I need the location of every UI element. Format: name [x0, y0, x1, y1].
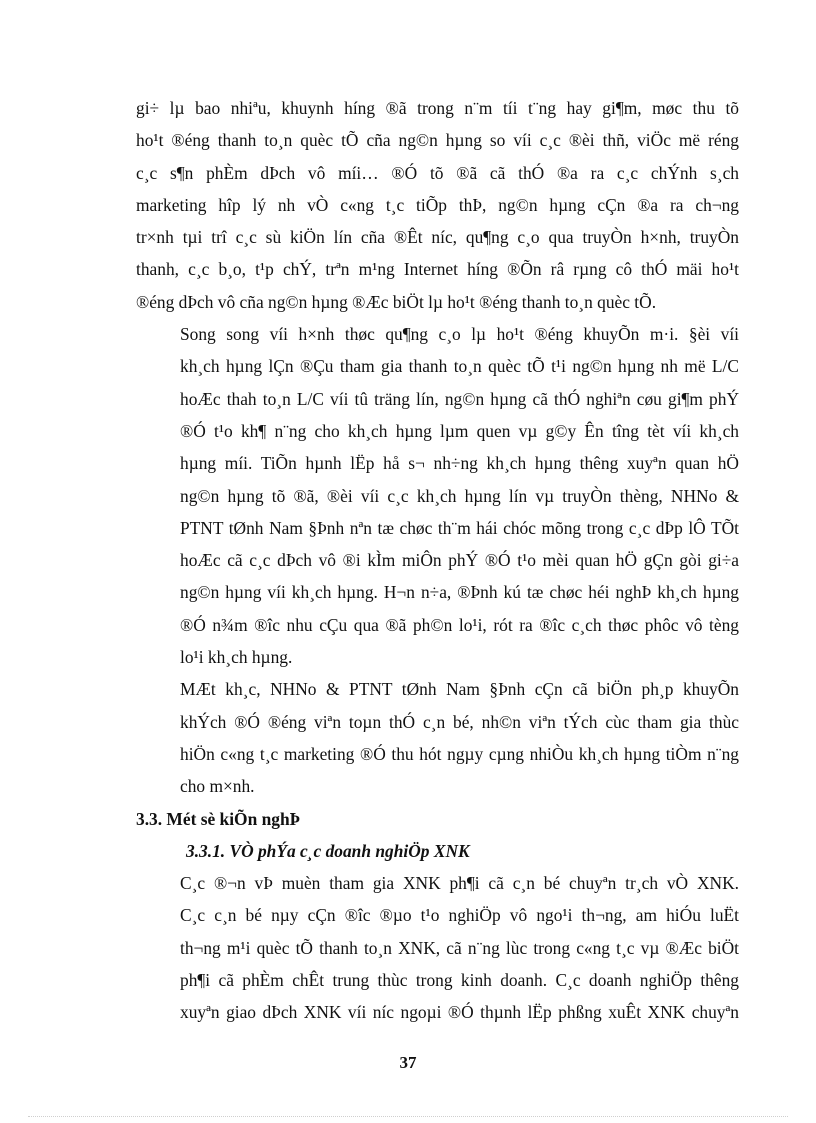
text-line: gi÷ lµ bao nhiªu, khuynh híng ®ã trong n¨m tíi t¨ng hay gi¶m, møc thu tõ — [136, 98, 739, 118]
paragraph-marketing-programs — [136, 92, 739, 318]
text-line: PTNT tØnh Nam §Þnh nªn tæ chøc th¨m hái chóc mõng trong c¸c dÞp lÔ TÕt — [180, 517, 739, 538]
text-line: ng©n hµng víi kh¸ch hµng. H¬n n÷a, ®Þnh kú tæ chøc héi nghÞ kh¸ch hµng — [180, 582, 739, 603]
text-line: Song song víi h×nh thøc qu¶ng c¸o lµ ho¹t ®éng khuyÕn m·i. §èi víi — [180, 324, 739, 345]
text-line: MÆt kh¸c, NHNo & PTNT tØnh Nam §Þnh cÇn cã biÖn ph¸p khuyÕn — [180, 679, 739, 700]
text-line: marketing hîp lý nh vÒ c«ng t¸c tiÕp thÞ, ng©n hµng cÇn ®a ra ch¬ng — [136, 194, 739, 215]
text-line: ho¹t ®éng thanh to¸n quèc tÕ cña ng©n hµng so víi c¸c ®èi thñ, viÖc më réng — [136, 130, 739, 151]
document-body — [136, 92, 739, 1029]
paragraph-enterprises — [136, 867, 739, 1028]
text-line: lo¹i kh¸ch hµng. — [180, 647, 293, 668]
text-line: hiÖn c«ng t¸c marketing ®Ó thu hót ngµy cµng nhiÒu kh¸ch hµng tiÒm n¨ng — [180, 743, 739, 764]
text-line: ®éng dÞch vô cña ng©n hµng ®Æc biÖt lµ ho¹t ®éng thanh to¸n quèc tÕ. — [136, 291, 657, 312]
text-line: C¸c ®¬n vÞ muèn tham gia XNK ph¶i cã c¸n bé chuyªn tr¸ch vÒ XNK. — [180, 873, 739, 894]
text-line: ®Ó n¾m ®îc nhu cÇu qua ®ã ph©n lo¹i, rót ra ®îc c¸ch thøc phôc vô tèng — [180, 614, 739, 635]
page-number: 37 — [399, 1053, 417, 1072]
text-line: ®Ó t¹o kh¶ n¨ng cho kh¸ch hµng lµm quen vµ g©y Ên tîng tèt víi kh¸ch — [180, 420, 739, 441]
section-heading: 3.3. Mét sè kiÕn nghÞ — [136, 808, 301, 829]
text-line: kh¸ch hµng lÇn ®Çu tham gia thanh to¸n quèc tÕ t¹i ng©n hµng nh më L/C — [180, 356, 739, 377]
text-line: hµng míi. TiÕn hµnh lËp hå s¬ nh÷ng kh¸ch hµng thêng xuyªn quan hÖ — [180, 453, 739, 474]
subsection-heading: 3.3.1. VÒ phÝa c¸c doanh nghiÖp XNK — [186, 840, 470, 861]
text-line: thanh, c¸c b¸o, t¹p chÝ, trªn m¹ng Internet híng ®Õn râ rµng cô thÓ mäi ho¹t — [136, 259, 739, 280]
paragraph-staff-incentives — [136, 673, 739, 802]
text-line: C¸c c¸n bé nµy cÇn ®îc ®µo t¹o nghiÖp vô ngo¹i th¬ng, am hiÓu luËt — [180, 905, 739, 926]
paragraph-promotions — [136, 318, 739, 673]
text-line: xuyªn giao dÞch XNK víi níc ngoµi ®Ó thµnh lËp phßng xuÊt XNK chuyªn — [180, 1002, 739, 1023]
text-line: hoÆc thah to¸n L/C víi tû träng lín, ng©n hµng cã thÓ nghiªn cøu gi¶m phÝ — [180, 388, 739, 409]
text-line: th¬ng m¹i quèc tÕ thanh to¸n XNK, cã n¨ng lùc trong c«ng t¸c vµ ®Æc biÖt — [180, 937, 739, 958]
text-line: c¸c s¶n phÈm dÞch vô míi… ®Ó tõ ®ã cã thÓ ®a ra c¸c chÝnh s¸ch — [136, 162, 739, 183]
text-line: cho m×nh. — [180, 776, 255, 797]
text-line: khÝch ®Ó ®éng viªn toµn thÓ c¸n bé, nh©n viªn tÝch cùc tham gia thùc — [180, 711, 739, 732]
text-line: tr×nh tµi trî c¸c sù kiÖn lín cña ®Êt níc, qu¶ng c¸o qua truyÒn h×nh, truyÒn — [136, 227, 739, 248]
text-line: hoÆc cã c¸c dÞch vô ®i kÌm miÔn phÝ ®Ó t¹o mèi quan hÖ gÇn gòi gi÷a — [180, 550, 739, 571]
text-line: ph¶i cã phÈm chÊt trung thùc trong kinh doanh. C¸c doanh nghiÖp thêng — [180, 970, 739, 991]
text-line: ng©n hµng tõ ®ã, ®èi víi c¸c kh¸ch hµng lín vµ truyÒn thèng, NHNo & — [180, 485, 739, 506]
page-bottom-divider — [28, 1116, 788, 1117]
